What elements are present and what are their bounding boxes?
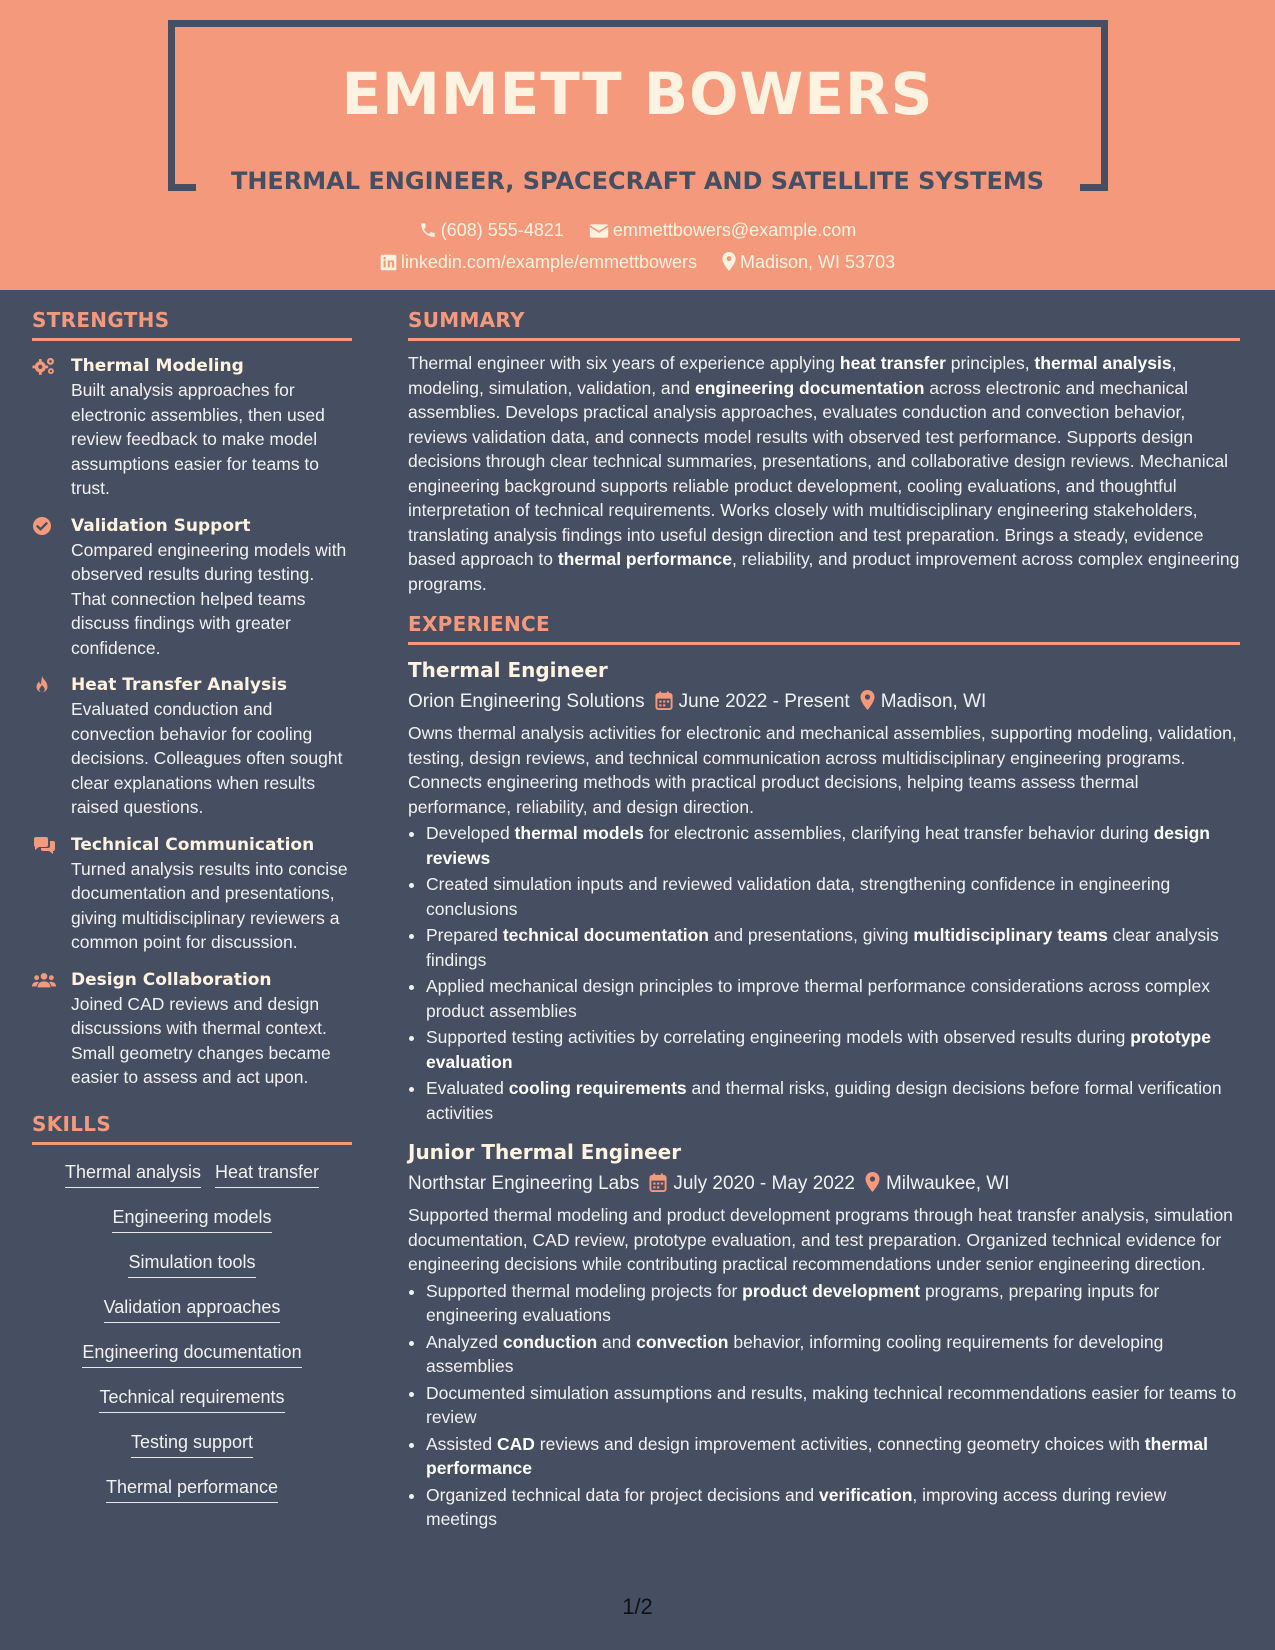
skill-row bbox=[32, 1468, 352, 1513]
skill-row bbox=[32, 1198, 352, 1243]
skills-list bbox=[32, 1145, 352, 1513]
left-column bbox=[32, 290, 352, 1513]
candidate-name: EMMETT BOWERS bbox=[341, 60, 934, 128]
comments-icon bbox=[32, 835, 56, 855]
text-segment: behavior, informing cooling requirements for developing assemblies bbox=[426, 1331, 1164, 1376]
map-pin-icon bbox=[722, 252, 736, 271]
bold-keyword: conduction bbox=[502, 1331, 598, 1352]
bullet-item bbox=[426, 1381, 1240, 1430]
experience-heading: EXPERIENCE bbox=[408, 612, 1240, 645]
skill-row bbox=[32, 1243, 352, 1288]
job-bullets bbox=[408, 821, 1240, 1125]
text-segment: and bbox=[597, 1331, 637, 1352]
job-title: Thermal Engineer bbox=[408, 658, 608, 682]
strength-title: Technical Communication bbox=[71, 834, 315, 855]
bullet-item bbox=[426, 872, 1240, 921]
skill-tag: Testing support bbox=[131, 1431, 253, 1458]
text-segment: Assisted bbox=[426, 1433, 497, 1454]
strengths-heading: STRENGTHS bbox=[32, 308, 352, 341]
bullet-item bbox=[426, 974, 1240, 1023]
text-segment: principles, bbox=[945, 353, 1035, 373]
job-bullets bbox=[408, 1279, 1240, 1532]
page-number: 1/2 bbox=[622, 1594, 653, 1619]
text-segment: Prepared bbox=[426, 925, 503, 945]
job-description: Owns thermal analysis activities for electronic and mechanical assemblies, supporting modeling, validation, testing, design reviews, and technical communication across multidisciplinary engineering programs. Connects engineering methods with practical product decisions, helping teams assess thermal performance, reliability, and design direction. bbox=[408, 723, 1237, 817]
job-location: Milwaukee, WI bbox=[885, 1173, 1010, 1194]
bold-keyword: convection bbox=[636, 1331, 729, 1352]
linkedin-text: linkedin.com/example/emmettbowers bbox=[400, 252, 697, 272]
job-dates: June 2022 - Present bbox=[678, 691, 850, 712]
bullet-item bbox=[426, 821, 1240, 870]
bullet-item bbox=[426, 1279, 1240, 1328]
strength-title: Thermal Modeling bbox=[71, 356, 244, 376]
contact-row-1 bbox=[0, 220, 1275, 241]
strength-title: Validation Support bbox=[71, 515, 251, 536]
map-pin-icon bbox=[865, 1172, 880, 1192]
text-segment: Applied mechanical design principles to improve thermal performance considerations across complex product assemblies bbox=[426, 976, 1210, 1021]
text-segment: , improving access during review meetings bbox=[426, 1484, 1167, 1529]
text-segment: Documented simulation assumptions and results, making technical recommendations easier for teams to review bbox=[426, 1382, 1237, 1427]
summary-heading: SUMMARY bbox=[408, 308, 1240, 341]
job-dates: July 2020 - May 2022 bbox=[673, 1173, 855, 1194]
job-entry bbox=[408, 1139, 1240, 1532]
strength-item bbox=[32, 833, 352, 955]
bullet-item bbox=[426, 1025, 1240, 1074]
bold-keyword: thermal performance bbox=[426, 1433, 1209, 1478]
job-meta bbox=[408, 1171, 1240, 1197]
job-description: Supported thermal modeling and product development programs through heat transfer analysis, simulation documentation, CAD review, prototype evaluation, and test preparation. Organized technical evidence for engineering decisions while contributing practical recommendations under senior engineering direction. bbox=[408, 1205, 1233, 1274]
text-segment: clear analysis findings bbox=[426, 925, 1219, 970]
phone-text: (608) 555-4821 bbox=[440, 220, 564, 240]
job-company: Orion Engineering Solutions bbox=[408, 691, 645, 712]
summary-text bbox=[408, 351, 1240, 596]
bold-keyword: technical documentation bbox=[502, 925, 709, 945]
users-icon bbox=[32, 970, 56, 990]
strength-item bbox=[32, 673, 352, 820]
bold-keyword: thermal performance bbox=[557, 549, 732, 569]
skill-row bbox=[32, 1288, 352, 1333]
strength-title: Heat Transfer Analysis bbox=[71, 675, 288, 695]
text-segment: programs, preparing inputs for engineering evaluations bbox=[426, 1280, 1160, 1325]
skill-row bbox=[32, 1423, 352, 1468]
bold-keyword: prototype evaluation bbox=[426, 1027, 1211, 1072]
experience-list bbox=[408, 657, 1240, 1532]
strength-title: Design Collaboration bbox=[71, 969, 272, 990]
bullet-item bbox=[426, 923, 1240, 972]
bold-keyword: cooling requirements bbox=[508, 1078, 687, 1098]
bold-keyword: verification bbox=[819, 1484, 913, 1505]
gears-icon bbox=[32, 356, 56, 376]
bold-keyword: engineering documentation bbox=[694, 377, 925, 398]
job-location: Madison, WI bbox=[880, 691, 987, 712]
skill-tag: Simulation tools bbox=[128, 1251, 255, 1278]
bullet-item bbox=[426, 1330, 1240, 1379]
text-segment: Developed bbox=[426, 823, 515, 843]
text-segment: , reliability, and product improvement across complex engineering programs. bbox=[408, 549, 1240, 594]
email-text: emmettbowers@example.com bbox=[612, 220, 857, 240]
text-segment: Created simulation inputs and reviewed validation data, strengthening confidence in engineering conclusions bbox=[426, 874, 1171, 919]
text-segment: Supported testing activities by correlating engineering models with observed results during bbox=[426, 1027, 1131, 1047]
strength-item bbox=[32, 514, 352, 661]
calendar-icon bbox=[655, 691, 673, 710]
linkedin-contact[interactable] bbox=[380, 252, 697, 273]
job-entry bbox=[408, 657, 1240, 1125]
strength-description: Turned analysis results into concise documentation and presentations, giving multidisciplinary reviewers a common point for discussion. bbox=[71, 858, 348, 952]
text-segment: across electronic and mechanical assemblies. Develops practical analysis approaches, evaluates conduction and convection behavior, reviews validation data, and connects model results with observed test performance. Supports design decisions through clear technical summaries, presentations, and collaborative design reviews. Mechanical engineering background supports reliable product development, cooling evaluations, and thoughtful interpretation of technical requirements. Works closely with multidisciplinary engineering stakeholders, translating analysis findings into useful design direction and test preparation. Brings a steady, evidence based approach to bbox=[408, 377, 1229, 569]
map-pin-icon bbox=[860, 690, 875, 710]
bullet-item bbox=[426, 1076, 1240, 1125]
envelope-icon bbox=[589, 223, 609, 239]
bullet-item bbox=[426, 1432, 1240, 1481]
bullet-item bbox=[426, 1483, 1240, 1532]
text-segment: for electronic assemblies, clarifying heat transfer behavior during bbox=[643, 823, 1154, 843]
skill-tag: Thermal performance bbox=[106, 1476, 278, 1503]
text-segment: Evaluated bbox=[426, 1078, 509, 1098]
phone-icon bbox=[419, 221, 437, 239]
resume-header bbox=[0, 0, 1275, 290]
text-segment: Organized technical data for project decisions and bbox=[426, 1484, 820, 1505]
strength-description: Evaluated conduction and convection behavior for cooling decisions. Colleagues often sought clear explanations when results raised questions. bbox=[71, 699, 343, 817]
strength-item bbox=[32, 968, 352, 1090]
text-segment: and thermal risks, guiding design decisions before formal verification activities bbox=[426, 1078, 1222, 1123]
skill-tag: Thermal analysis bbox=[65, 1161, 201, 1188]
bold-keyword: heat transfer bbox=[839, 353, 946, 373]
strength-description: Joined CAD reviews and design discussions with thermal context. Small geometry changes became easier to assess and act upon. bbox=[71, 993, 331, 1087]
skill-tag: Engineering documentation bbox=[82, 1341, 301, 1368]
skill-row bbox=[32, 1153, 352, 1198]
bold-keyword: thermal analysis bbox=[1034, 353, 1172, 373]
bold-keyword: multidisciplinary teams bbox=[913, 925, 1108, 945]
email-contact[interactable] bbox=[589, 220, 856, 241]
strength-description: Compared engineering models with observed results during testing. That connection helped teams discuss findings with greater confidence. bbox=[71, 539, 347, 658]
text-segment: Supported thermal modeling projects for bbox=[426, 1280, 743, 1301]
bold-keyword: product development bbox=[742, 1280, 921, 1301]
strength-item bbox=[32, 354, 352, 501]
skill-row bbox=[32, 1378, 352, 1423]
job-meta bbox=[408, 689, 1240, 715]
calendar-icon bbox=[649, 1173, 667, 1192]
strength-description: Built analysis approaches for electronic assemblies, then used review feedback to make model assumptions easier for teams to trust. bbox=[71, 380, 325, 498]
text-segment: and presentations, giving bbox=[709, 925, 914, 945]
job-company: Northstar Engineering Labs bbox=[408, 1173, 640, 1194]
right-column bbox=[408, 290, 1240, 1534]
location-text: Madison, WI 53703 bbox=[740, 252, 896, 272]
skills-heading: SKILLS bbox=[32, 1112, 352, 1145]
flame-icon bbox=[32, 675, 56, 695]
skill-tag: Heat transfer bbox=[215, 1161, 319, 1188]
location-contact bbox=[722, 252, 895, 273]
skill-row bbox=[32, 1333, 352, 1378]
skill-tag: Validation approaches bbox=[104, 1296, 281, 1323]
bold-keyword: CAD bbox=[497, 1433, 535, 1454]
strengths-list bbox=[32, 354, 352, 1090]
candidate-role: THERMAL ENGINEER, SPACECRAFT AND SATELLITE SYSTEMS bbox=[230, 167, 1045, 195]
text-segment: , modeling, simulation, validation, and bbox=[408, 353, 1177, 398]
check-circle-icon bbox=[32, 516, 56, 536]
skill-tag: Engineering models bbox=[112, 1206, 271, 1233]
text-segment: Thermal engineer with six years of experience applying bbox=[408, 353, 840, 373]
skill-tag: Technical requirements bbox=[99, 1386, 284, 1413]
phone-contact[interactable] bbox=[419, 220, 564, 241]
bold-keyword: thermal models bbox=[514, 823, 644, 843]
bold-keyword: design reviews bbox=[426, 823, 1210, 868]
text-segment: reviews and design improvement activities, connecting geometry choices with bbox=[534, 1433, 1145, 1454]
contact-row-2 bbox=[0, 252, 1275, 273]
text-segment: Analyzed bbox=[426, 1331, 503, 1352]
linkedin-icon bbox=[380, 254, 397, 271]
job-title: Junior Thermal Engineer bbox=[408, 1140, 682, 1164]
